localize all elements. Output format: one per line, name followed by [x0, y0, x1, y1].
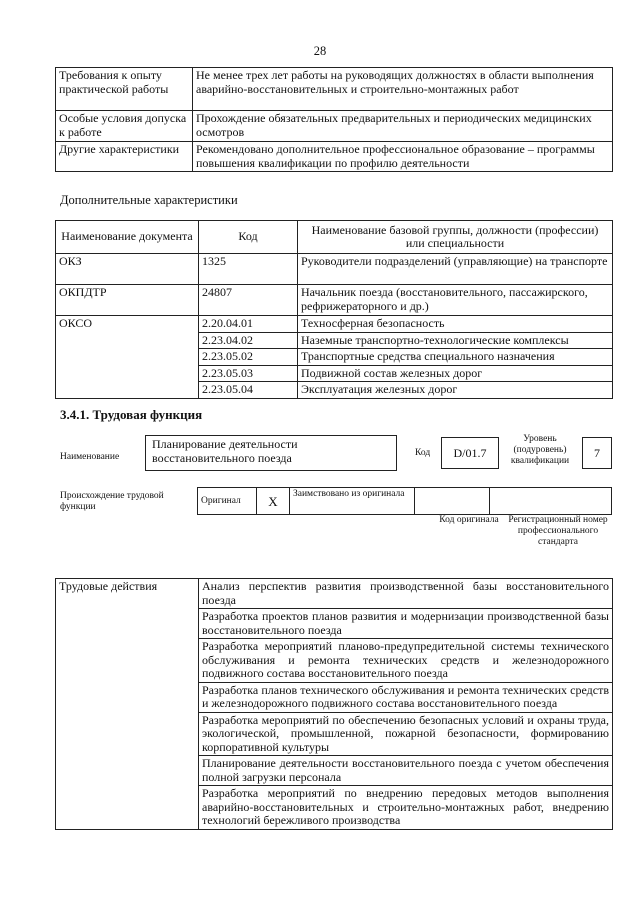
labour-actions-table — [55, 578, 613, 830]
level-label: Уровень (подуровень) квалификации — [510, 434, 570, 466]
table-row — [56, 68, 613, 111]
action-item: Планирование деятельности восстановительного поезда с учетом обеспечения полной загрузки персонала — [199, 756, 613, 786]
code-cell: 2.23.05.02 — [199, 349, 298, 366]
action-item: Разработка мероприятий по обеспечению безопасных условий и охраны труда, экологической, промышленной, пожарной безопасности, формированию корпоративной культуры — [199, 712, 613, 756]
actions-label: Трудовые действия — [56, 579, 199, 830]
code-cell: 2.23.04.02 — [199, 332, 298, 349]
code-caption: Код оригинала — [439, 515, 499, 525]
row-label: Особые условия допуска к работе — [56, 111, 193, 142]
row-label: Другие характеристики — [56, 142, 193, 172]
additional-heading: Дополнительные характеристики — [60, 193, 238, 207]
name-cell: Техносферная безопасность — [298, 316, 613, 333]
name-cell: Подвижной состав железных дорог — [298, 365, 613, 382]
requirements-table — [55, 67, 613, 172]
row-value: Прохождение обязательных предварительных и периодических медицинских осмотров — [193, 111, 613, 142]
table-row — [56, 111, 613, 142]
additional-table — [55, 220, 613, 399]
row-value: Рекомендовано дополнительное профессиональное образование – программы повышения квалификации по профилю деятельности — [193, 142, 613, 172]
section-title: 3.4.1. Трудовая функция — [60, 407, 203, 422]
code-original-cell — [415, 488, 490, 515]
table-row — [56, 316, 613, 333]
code-cell: 2.23.05.03 — [199, 365, 298, 382]
page-number: 28 — [313, 44, 327, 58]
table-row — [56, 285, 613, 316]
name-cell: Руководители подразделений (управляющие) на транспорте — [298, 254, 613, 285]
doc-cell: ОКПДТР — [56, 285, 199, 316]
name-label: Наименование — [60, 452, 120, 462]
code-cell: 2.23.05.04 — [199, 382, 298, 399]
borrowed-cell: Заимствовано из оригинала — [290, 488, 415, 515]
table-row — [56, 579, 613, 609]
action-item: Разработка мероприятий планово-предупредительной системы технического обслуживания и ремонта технических средств и железнодорожного подвижного состава восстановительного поезда — [199, 639, 613, 683]
function-code-box: D/01.7 — [441, 437, 499, 469]
original-cell: Оригинал — [198, 488, 257, 515]
level-box: 7 — [582, 437, 612, 469]
origin-label: Происхождение трудовой функции — [60, 491, 164, 512]
name-cell: Наземные транспортно-технологические комплексы — [298, 332, 613, 349]
reg-caption: Регистрационный номер профессионального стандарта — [508, 515, 608, 547]
code-cell: 2.20.04.01 — [199, 316, 298, 333]
table-row — [56, 142, 613, 172]
header-doc: Наименование документа — [56, 221, 199, 254]
table-header-row — [56, 221, 613, 254]
origin-table — [197, 487, 612, 515]
code-cell: 24807 — [199, 285, 298, 316]
action-item: Разработка проектов планов развития и модернизации производственной базы восстановительного поезда — [199, 609, 613, 639]
action-item: Анализ перспектив развития производственной базы восстановительного поезда — [199, 579, 613, 609]
action-item: Разработка планов технического обслуживания и ремонта технических средств и железнодорожного подвижного состава восстановительного поезда — [199, 682, 613, 712]
name-cell: Эксплуатация железных дорог — [298, 382, 613, 399]
name-cell: Транспортные средства специального назначения — [298, 349, 613, 366]
doc-cell: ОКЗ — [56, 254, 199, 285]
name-cell: Начальник поезда (восстановительного, пассажирского, рефрижераторного и др.) — [298, 285, 613, 316]
row-label: Требования к опыту практической работы — [56, 68, 193, 111]
table-row — [56, 254, 613, 285]
row-value: Не менее трех лет работы на руководящих должностях в области выполнения аварийно-восстановительных и строительно-монтажных работ — [193, 68, 613, 111]
reg-number-cell — [490, 488, 612, 515]
original-mark: X — [257, 488, 290, 515]
table-row — [198, 488, 612, 515]
code-cell: 1325 — [199, 254, 298, 285]
action-item: Разработка мероприятий по внедрению передовых методов выполнения аварийно-восстановительных и строительно-монтажных работ, внедрению технологий бережливого производства — [199, 786, 613, 830]
doc-cell: ОКСО — [56, 316, 199, 399]
header-code: Код — [199, 221, 298, 254]
code-label: Код — [415, 448, 431, 458]
function-name-box: Планирование деятельности восстановительного поезда — [145, 435, 397, 471]
header-name: Наименование базовой группы, должности (профессии) или специальности — [298, 221, 613, 254]
